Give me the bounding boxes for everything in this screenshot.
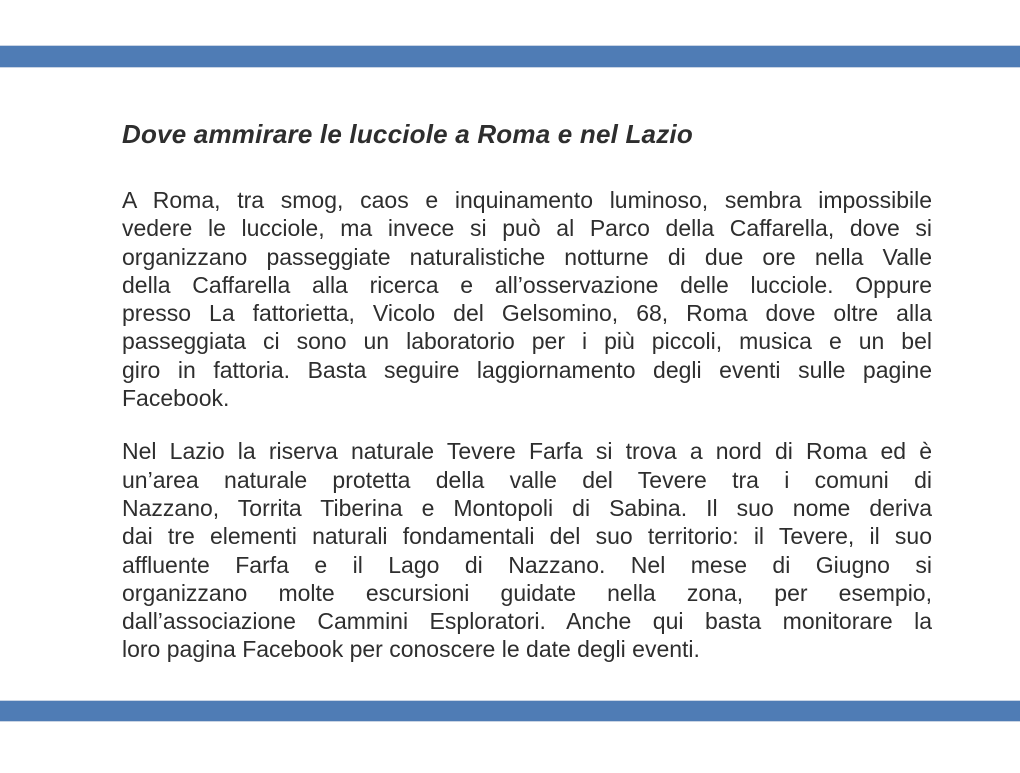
- text-line: passeggiata ci sono un laboratorio per i più piccoli, musica e un bel: [122, 328, 932, 355]
- text-line: giro in fattoria. Basta seguire laggiornamento degli eventi sulle pagine: [122, 356, 932, 383]
- paragraph: [122, 437, 932, 663]
- slide-title: Dove ammirare le lucciole a Roma e nel Lazio: [122, 119, 693, 149]
- text-line: Facebook.: [122, 385, 230, 412]
- text-line: un’area naturale protetta della valle del Tevere tra i comuni di: [122, 466, 932, 493]
- top-accent-bar: [0, 45, 1020, 68]
- text-line: loro pagina Facebook per conoscere le date degli eventi.: [122, 636, 700, 663]
- text-line: Nazzano, Torrita Tiberina e Montopoli di Sabina. Il suo nome deriva: [122, 494, 932, 521]
- text-line: vedere le lucciole, ma invece si può al Parco della Caffarella, dove si: [122, 215, 932, 242]
- text-line: della Caffarella alla ricerca e all’osservazione delle lucciole. Oppure: [122, 271, 932, 298]
- paragraph: [122, 186, 932, 412]
- text-line: A Roma, tra smog, caos e inquinamento luminoso, sembra impossibile: [122, 187, 932, 213]
- text-line: affluente Farfa e il Lago di Nazzano. Nel mese di Giugno si: [122, 551, 932, 578]
- bottom-accent-bar: [0, 700, 1020, 722]
- text-line: Nel Lazio la riserva naturale Tevere Farfa si trova a nord di Roma ed è: [122, 438, 932, 465]
- body-text: [122, 186, 932, 664]
- text-line: organizzano molte escursioni guidate nella zona, per esempio,: [122, 579, 932, 606]
- text-line: presso La fattorietta, Vicolo del Gelsomino, 68, Roma dove oltre alla: [122, 300, 932, 327]
- slide-content: [122, 120, 932, 664]
- text-line: organizzano passeggiate naturalistiche notturne di due ore nella Valle: [122, 243, 932, 270]
- text-line: dall’associazione Cammini Esploratori. Anche qui basta monitorare la: [122, 608, 932, 635]
- text-line: dai tre elementi naturali fondamentali del suo territorio: il Tevere, il suo: [122, 523, 932, 550]
